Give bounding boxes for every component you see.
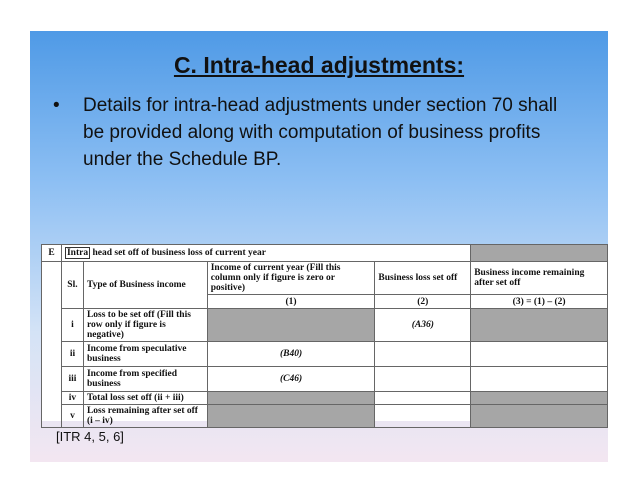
header-remaining: Business income remaining after set off: [471, 262, 608, 295]
bullet-text: Details for intra-head adjustments under section 70 shall be provided along with computation of business profits under the Schedule BP.: [83, 95, 558, 170]
slide-title: C. Intra-head adjustments:: [173, 52, 465, 78]
row-2-income: (B40): [207, 342, 375, 367]
row-3-income: (C46): [207, 367, 375, 392]
row-1-loss: (A36): [375, 309, 471, 342]
row-4-loss: [375, 392, 471, 405]
row-5-income: [207, 405, 375, 428]
itr-reference: [ITR 4, 5, 6]: [56, 429, 124, 444]
section-title-highlight: Intra: [66, 248, 89, 258]
row-3-type: Income from specified business: [83, 367, 207, 392]
row-1-remaining: [471, 309, 608, 342]
bullet-dot-icon: •: [53, 95, 60, 116]
row-1-sl: i: [61, 309, 83, 342]
row-4-type: Total loss set off (ii + iii): [83, 392, 207, 405]
section-title-rest: head set off of business loss of current year: [90, 248, 266, 258]
row-5-loss: [375, 405, 471, 428]
row-2-sl: ii: [61, 342, 83, 367]
row-2-loss: [375, 342, 471, 367]
section-title: [61, 245, 470, 262]
col-number-3: (3) = (1) – (2): [471, 295, 608, 309]
row-2-remaining: [471, 342, 608, 367]
left-margin-cell: [42, 262, 62, 428]
section-title-grey-cell: [471, 245, 608, 262]
header-type: Type of Business income: [83, 262, 207, 309]
header-loss: Business loss set off: [375, 262, 471, 295]
row-3-remaining: [471, 367, 608, 392]
row-2-type: Income from speculative business: [83, 342, 207, 367]
header-sl: Sl.: [61, 262, 83, 309]
row-5-remaining: [471, 405, 608, 428]
bullet-point: [53, 92, 579, 173]
row-3-sl: iii: [61, 367, 83, 392]
schedule-table-image: [41, 244, 608, 426]
row-5-type: Loss remaining after set off (i – iv): [83, 405, 207, 428]
row-4-income: [207, 392, 375, 405]
row-1-type: Loss to be set off (Fill this row only if figure is negative): [83, 309, 207, 342]
row-4-sl: iv: [61, 392, 83, 405]
intra-head-table: [41, 244, 608, 428]
col-number-1: (1): [207, 295, 375, 309]
header-income: Income of current year (Fill this column only if figure is zero or positive): [207, 262, 375, 295]
section-letter: E: [42, 245, 62, 262]
row-5-sl: v: [61, 405, 83, 428]
col-number-2: (2): [375, 295, 471, 309]
row-1-income: [207, 309, 375, 342]
row-4-remaining: [471, 392, 608, 405]
row-3-loss: [375, 367, 471, 392]
